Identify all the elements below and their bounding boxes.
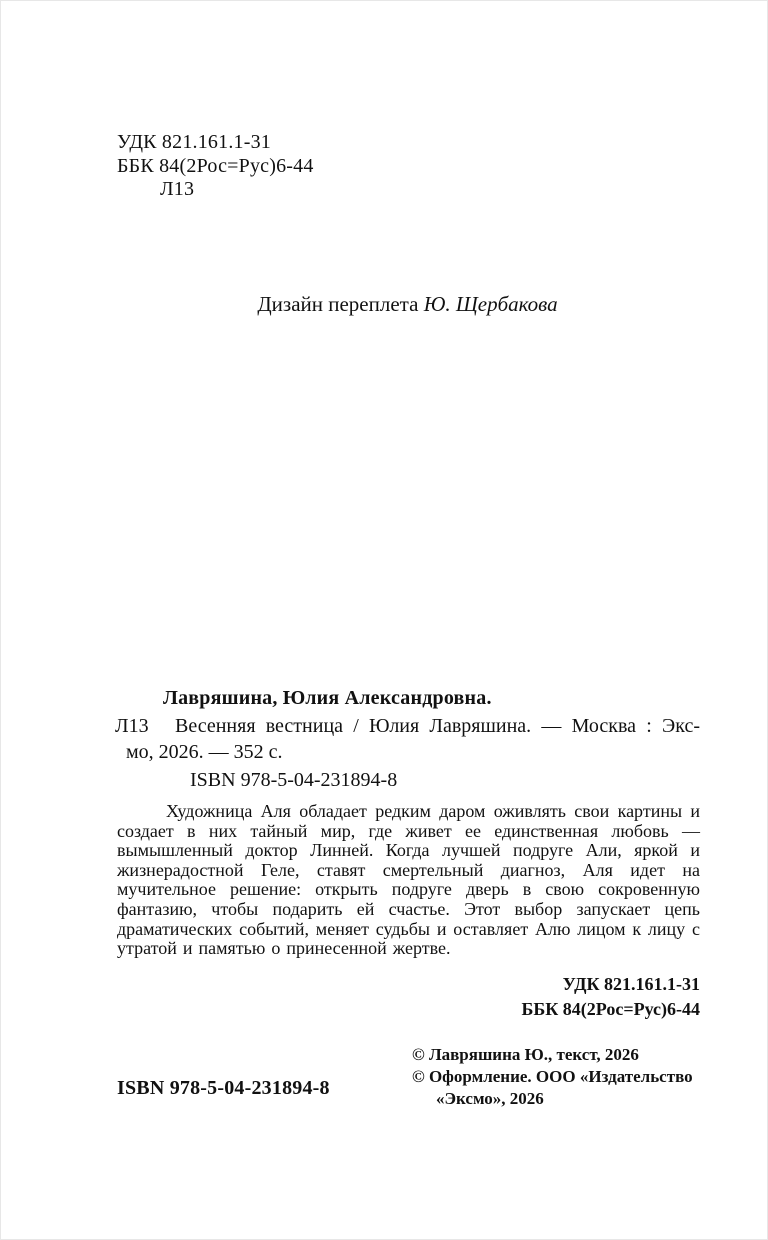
copyright-line: © Оформление. ООО «Издательство bbox=[412, 1067, 693, 1086]
isbn-bottom: ISBN 978-5-04-231894-8 bbox=[117, 1077, 330, 1099]
design-credit-designer: Ю. Щербакова bbox=[423, 292, 558, 316]
classification-right-block bbox=[521, 972, 700, 1022]
udk-code-right: УДК 821.161.1-31 bbox=[562, 974, 700, 994]
author-sign: Л13 bbox=[160, 178, 195, 200]
catalog-card-isbn: ISBN 978-5-04-231894-8 bbox=[190, 769, 398, 791]
copyright-block bbox=[412, 1044, 712, 1110]
catalog-card-description bbox=[115, 713, 700, 765]
top-classification-block bbox=[117, 131, 314, 202]
udk-code: УДК 821.161.1-31 bbox=[117, 131, 271, 153]
design-credit-prefix: Дизайн переплета bbox=[257, 292, 419, 316]
catalog-card-description-line: мо, 2026. — 352 с. bbox=[126, 741, 283, 763]
copyright-line: «Эксмо», 2026 bbox=[436, 1089, 544, 1108]
bbk-code: ББК 84(2Рос=Рус)6-44 bbox=[117, 154, 314, 177]
catalog-card-description-line: Весенняя вестница / Юлия Лавряшина. — Москва : Экс- bbox=[175, 715, 700, 737]
catalog-card-author: Лавряшина, Юлия Александровна. bbox=[163, 687, 492, 709]
copyright-line: © Лавряшина Ю., текст, 2026 bbox=[412, 1045, 639, 1064]
book-annotation: Художница Аля обладает редким даром оживлять свои картины и создает в них тайный мир, где живет ее единственная любовь — вымышленный доктор Линней. Когда лучшей подруге Али, яркой и жизнерадостной Геле, ставят смертельный диагноз, Аля идет на мучительное решение: открыть подруге дверь в свою сокровенную фантазию, чтобы подарить ей счастье. Этот выбор запускает цепь драматических событий, меняет судьбы и оставляет Алю лицом к лицу с утратой и памятью о принесенной жертве. bbox=[117, 801, 700, 959]
bbk-code-right: ББК 84(2Рос=Рус)6-44 bbox=[521, 999, 700, 1019]
design-credit-line bbox=[115, 292, 700, 317]
catalog-card-label: Л13 bbox=[115, 715, 149, 737]
